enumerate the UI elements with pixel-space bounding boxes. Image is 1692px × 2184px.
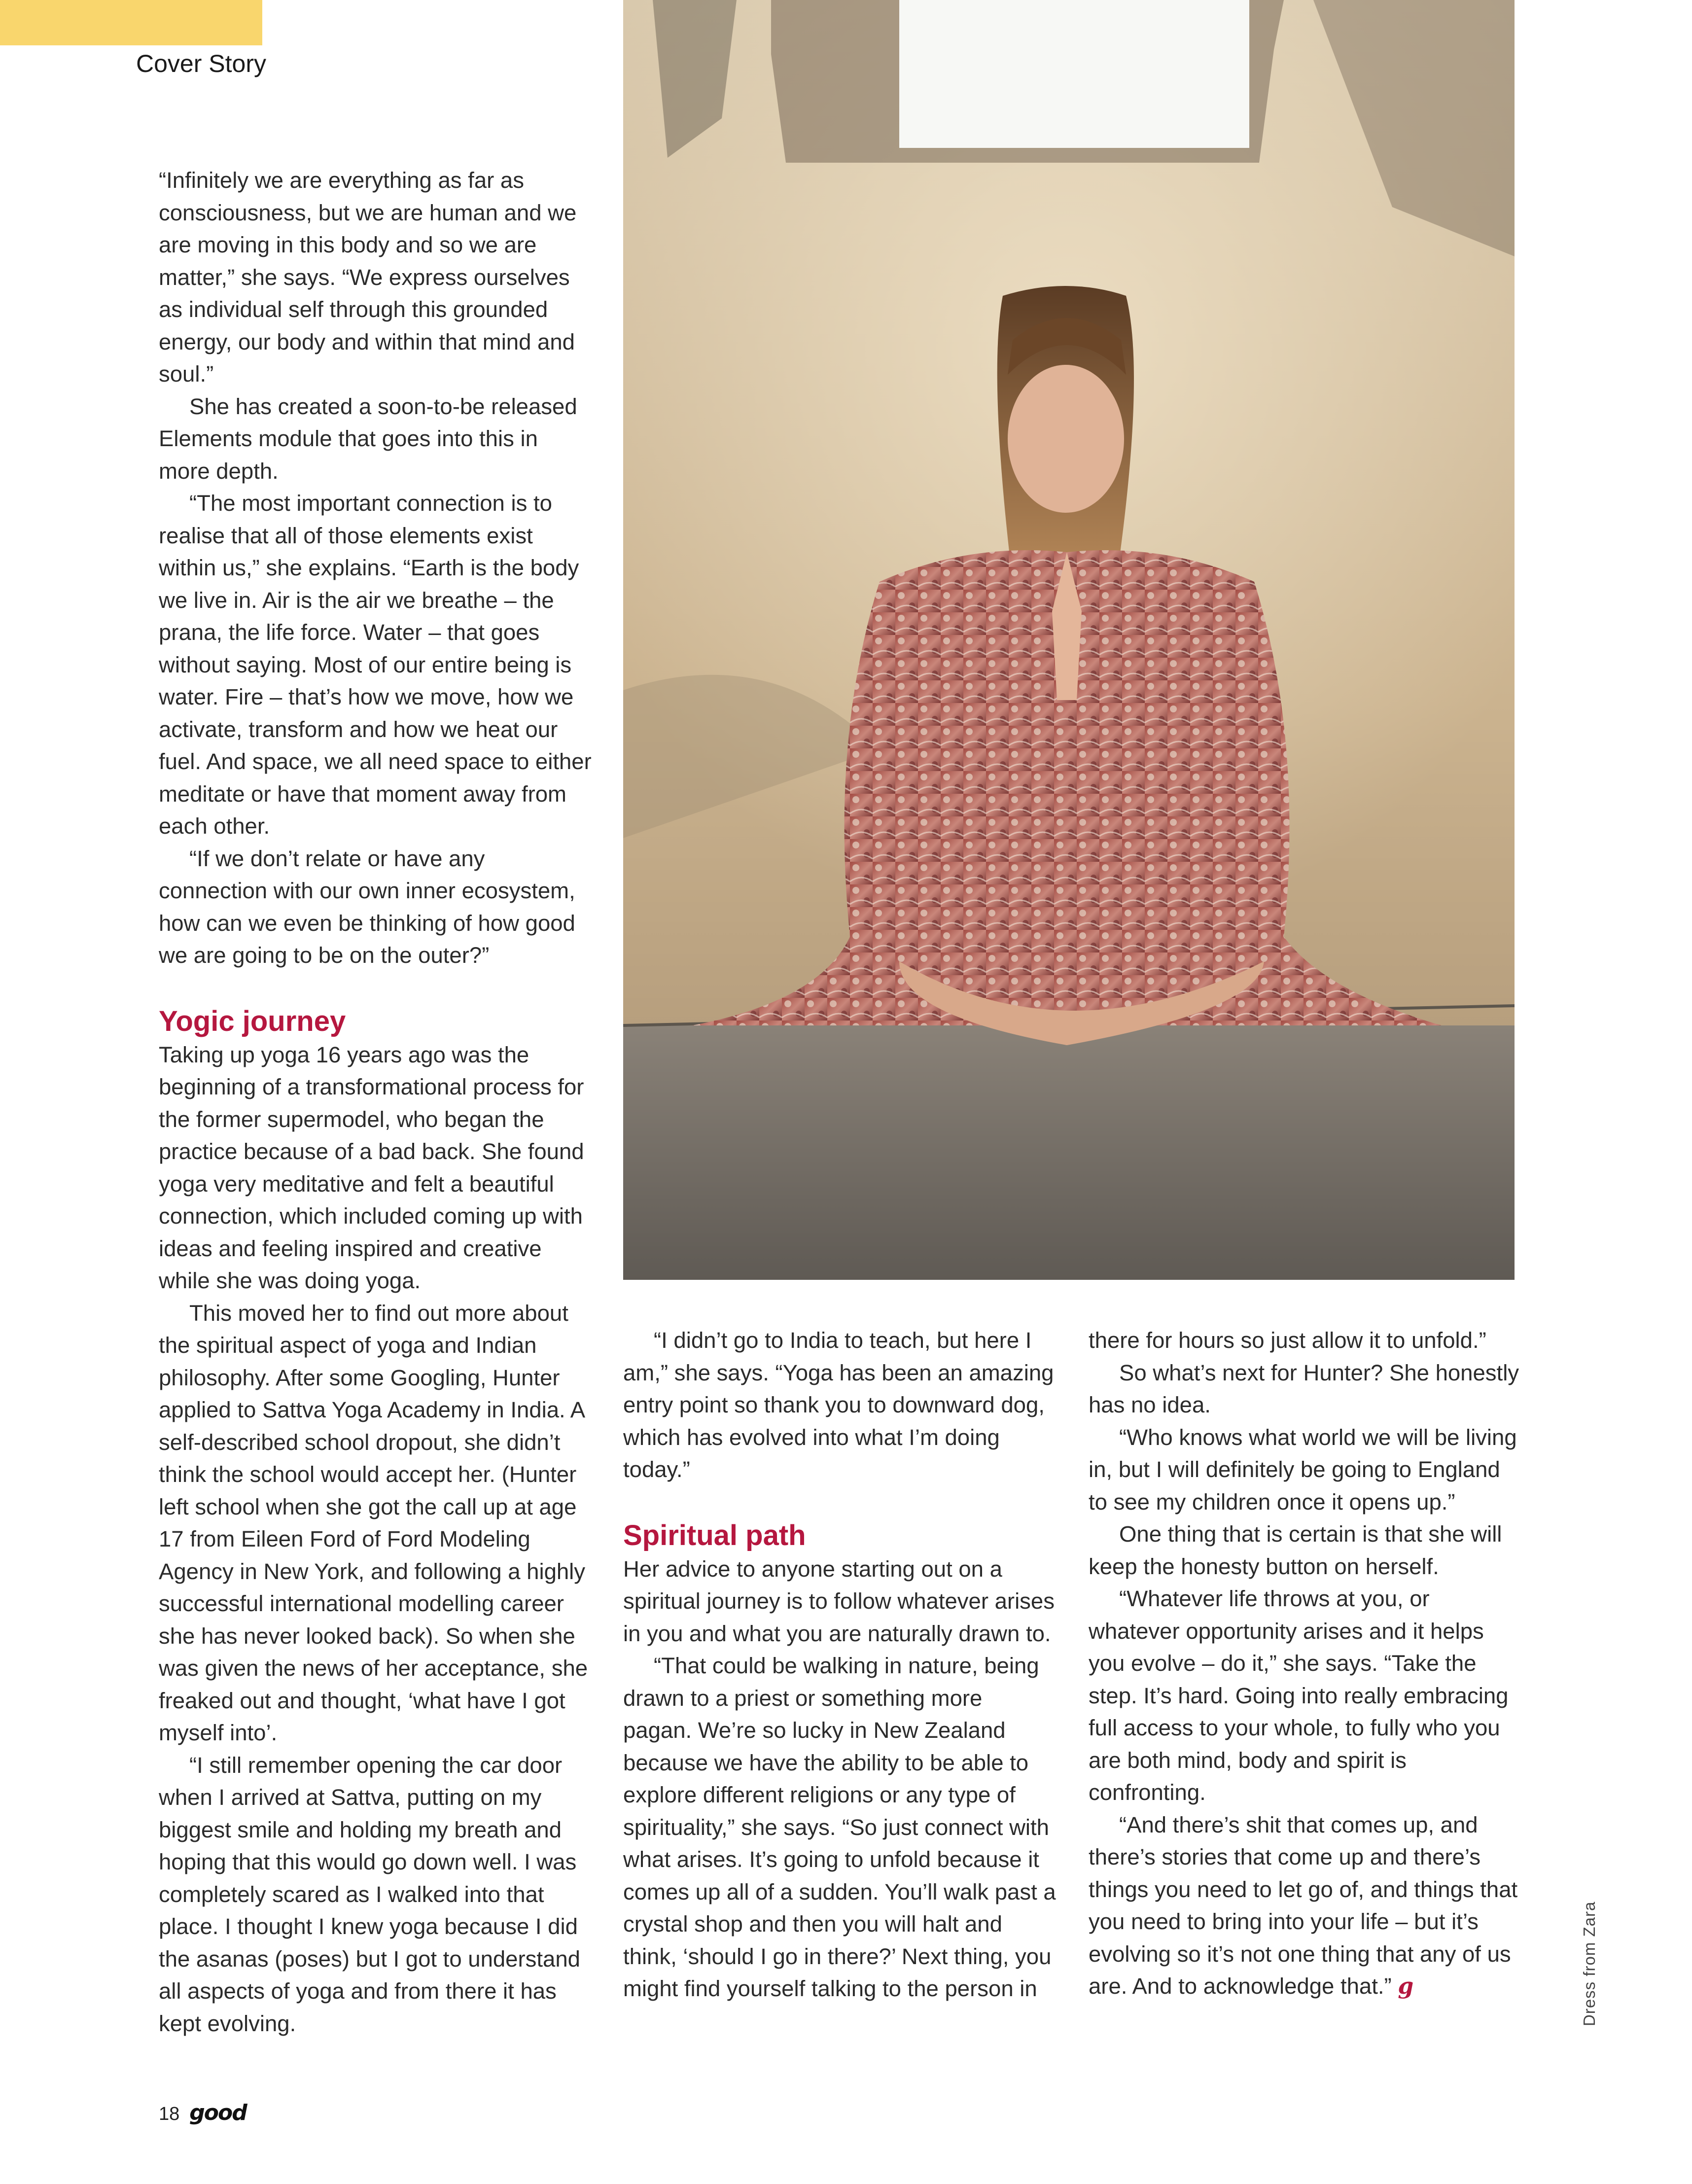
meditating-woman-photo [623, 0, 1515, 1280]
subhead-yogic-journey: Yogic journey [159, 1005, 346, 1037]
body-paragraph: “If we don’t relate or have any connection with our own inner ecosystem, how can we even be thinking of how good we are going to be on the outer?” [159, 845, 575, 968]
photo-credit: Dress from Zara [1580, 1901, 1598, 2026]
section-label: Cover Story [136, 50, 266, 77]
article-column-3 [1089, 1324, 1522, 2003]
section-color-tab [0, 0, 262, 45]
end-mark-icon: g [1398, 1973, 1414, 1999]
page-footer [159, 2100, 247, 2125]
body-paragraph: there for hours so just allow it to unfold.” [1089, 1328, 1486, 1353]
body-paragraph: “I still remember opening the car door when I arrived at Sattva, putting on my biggest smile and holding my breath and hoping that this would go down well. I was completely scared as I walked into that place. I thought I knew yoga because I did the asanas (poses) but I got to understand all aspects of yoga and from there it has kept evolving. [159, 1752, 580, 2036]
article-column-1 [159, 164, 593, 2040]
cover-photo [623, 0, 1515, 1280]
body-paragraph-final [1089, 1809, 1522, 2003]
magazine-logo: good [189, 2100, 247, 2125]
body-paragraph: Her advice to anyone starting out on a spiritual journey is to follow whatever arises in you and what you are naturally drawn to. [623, 1556, 1055, 1646]
body-paragraph: “That could be walking in nature, being drawn to a priest or something more pagan. We’re so lucky in New Zealand because we have the ability to be able to explore different religions or any type of spirituality,” she says. “So just connect with what arises. It’s going to unfold because it comes up all of a sudden. You’ll walk past a crystal shop and then you will halt and think, ‘should I go in there?’ Next thing, you might find yourself talking to the person in [623, 1653, 1056, 2001]
body-paragraph: “Whatever life throws at you, or whatever opportunity arises and it helps you evolve – do it,” she says. “Take the step. It’s hard. Going into really embracing full access to your whole, to fully who you are both mind, body and spirit is confronting. [1089, 1586, 1509, 1805]
body-paragraph: “Who knows what world we will be living in, but I will definitely be going to England to see my children once it opens up.” [1089, 1424, 1517, 1515]
article-column-2 [623, 1324, 1057, 2005]
body-paragraph: Taking up yoga 16 years ago was the beginning of a transformational process for the former supermodel, who began the practice because of a bad back. She found yoga very meditative and felt a beautiful connection, which included coming up with ideas and feeling inspired and creative while she was doing yoga. [159, 1042, 584, 1293]
body-paragraph: So what’s next for Hunter? She honestly has no idea. [1089, 1360, 1519, 1417]
final-paragraph-text: “And there’s shit that comes up, and there’s stories that come up and there’s things you need to let go of, and things that you need to bring into your life – but it’s evolving so it’s not one thing that any of us are. And to acknowledge that.” [1089, 1812, 1518, 1999]
body-paragraph: “I didn’t go to India to teach, but here I am,” she says. “Yoga has been an amazing entry point so thank you to downward dog, which has evolved into what I’m doing today.” [623, 1328, 1054, 1482]
body-paragraph: “The most important connection is to realise that all of those elements exist within us,” she explains. “Earth is the body we live in. Air is the air we breathe – the prana, the life force. Water – that goes without saying. Most of our entire being is water. Fire – that’s how we move, how we activate, transform and how we heat our fuel. And space, we all need space to either meditate or have that moment away from each other. [159, 491, 592, 839]
page-number: 18 [159, 2104, 180, 2124]
body-paragraph: She has created a soon-to-be released Elements module that goes into this in more depth. [159, 393, 577, 484]
body-paragraph: One thing that is certain is that she will keep the honesty button on herself. [1089, 1521, 1502, 1579]
body-paragraph: This moved her to find out more about the spiritual aspect of yoga and Indian philosophy. After some Googling, Hunter applied to Sattva Yoga Academy in India. A self-described school dropout, she didn’t think the school would accept her. (Hunter left school when she got the call up at age 17 from Eileen Ford of Ford Modeling Agency in New York, and following a highly successful international modelling career she has never looked back). So when she was given the news of her acceptance, she freaked out and thought, ‘what have I got myself into’. [159, 1300, 588, 1745]
subhead-spiritual-path: Spiritual path [623, 1519, 806, 1551]
body-paragraph: “Infinitely we are everything as far as consciousness, but we are human and we are moving in this body and so we are matter,” she says. “We express ourselves as individual self through this grounded energy, our body and within that mind and soul.” [159, 168, 577, 387]
